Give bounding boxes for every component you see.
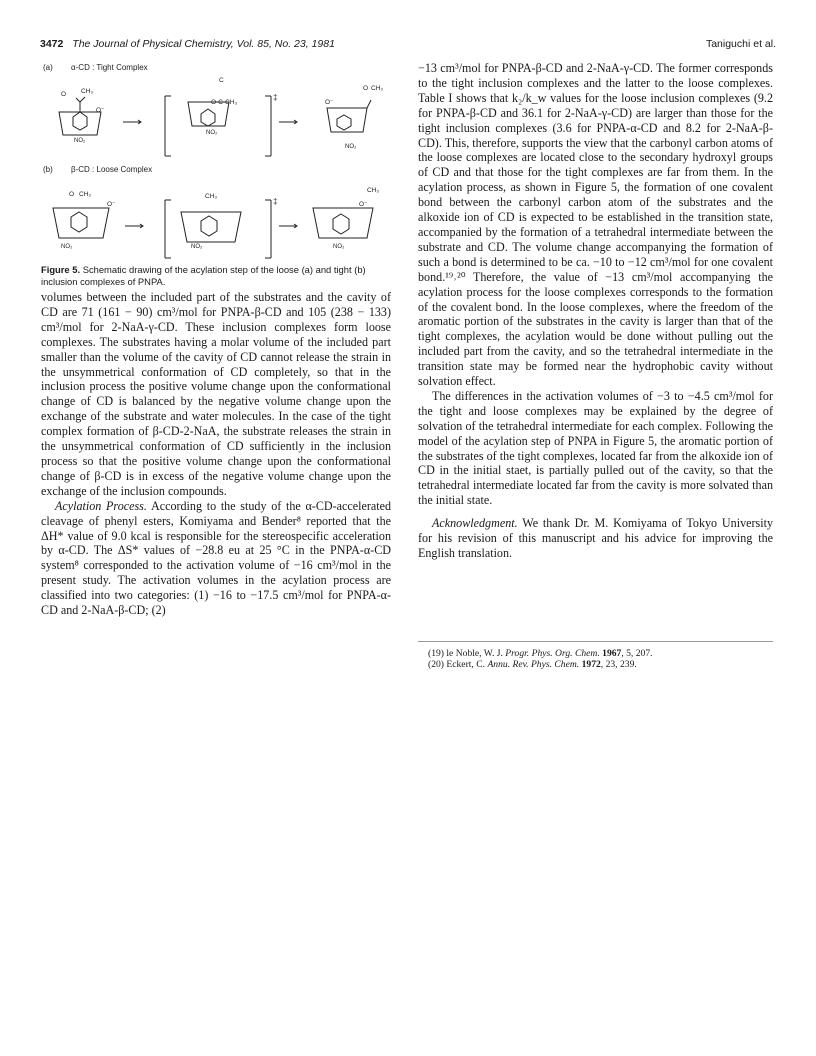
panel-a-product: [327, 100, 371, 132]
svg-text:NO₂: NO₂: [345, 144, 357, 150]
page-number: 3472: [40, 38, 64, 50]
running-header: [40, 38, 776, 52]
reference-20: (20) Eckert, C. Annu. Rev. Phys. Chem. 1972, 23, 239.: [428, 659, 637, 671]
svg-text:O: O: [363, 85, 369, 92]
figure-caption: [41, 264, 391, 287]
panel-a-title: α-CD : Tight Complex: [71, 63, 148, 72]
left-paragraph-1: volumes between the included part of the substrates and the cavity of CD are 71 (161 − 90) cm³/mol for PNPA-β-CD and 105 (238 − 133) cm³/mol for 2-NaA-γ-CD. These inclusion complexes form loose complexes. The substrates having a molar volume of the included part smaller than the volume of the cavity of CD cannot release the strain in the unsymmetrical conformation of CD completely, so that in the inclusion process the positive volume change upon the conformational change of CD is balanced by the negative volume change upon the exchange of the substrate and water molecules. In the case of the tight complex formation of β-CD-2-NaA, the substrate releases the strain in the unsymmetrical conformation of CD sufficiently in the inclusion process so that the positive volume change upon the conformational change of β-CD is in excess of the negative volume change upon the exchange of the inclusion compounds.: [41, 290, 391, 498]
panel-a-initial-complex: [59, 97, 101, 135]
panel-a-label: (a): [43, 63, 53, 72]
svg-text:C: C: [219, 77, 224, 84]
panel-b-label: (b): [43, 165, 53, 174]
right-column: [418, 61, 773, 561]
svg-text:CH₃: CH₃: [79, 191, 92, 198]
references: [418, 641, 773, 671]
svg-text:CH₃: CH₃: [205, 193, 218, 200]
figure-5: [41, 60, 391, 285]
right-paragraph-1: −13 cm³/mol for PNPA-β-CD and 2-NaA-γ-CD. The former corresponds to the tight inclusion complexes and the latter to the loose complexes. Table I shows that k₂/k_w values for the loose inclusion complexes (9.2 for PNPA-β-CD and 36.1 for 2-NaA-γ-CD) are larger than those for the tight inclusion complexes (3.6 for PNPA-α-CD and 8.2 for 2-NaA-β-CD). This, therefore, supports the view that the carbonyl carbon atoms of the loose complexes are located close to the secondary hydroxyl groups of CD and that those for the tight complexes are far from them. In the acylation process, as shown in Figure 5, the formation of one covalent bond between the carbonyl carbon atom of the substrates and the alkoxide ion of CD is expected to be established in the transition state, accompanied by the formation of a tetrahedral intermediate between the substrate and CD. The volume change accompanying the formation of such a bond is determined to be ca. −10 to −12 cm³/mol for one covalent bond.¹⁹˒²⁰ Therefore, the value of −13 cm³/mol accompanying the acylation process for the loose complexes corresponds to the formation of the covalent bond. In the loose complexes, where the freedom of the aromatic portion of the substrates in the cavity is larger than that of the tight complexes, the acylation would be done without pulling out the included part from the cavity, and so the tetrahedral intermediate in the transition state may be formed near the hydrophobic cavity without solvation effect.: [418, 61, 773, 389]
right-paragraph-2: The differences in the activation volumes of −3 to −4.5 cm³/mol for the tight and loose complexes may be explained by the degree of solvation of the tetrahedral intermediate for each complex. Following the model of the acylation step of PNPA in Figure 5, the aromatic portion of the substrates of the tight complexes, located far from the alkoxide ion of CD in the initial staet, is partially pulled out of the cavity, so that the tetrahedral intermediate located far from the cavity is more solvated than the initial state.: [418, 388, 773, 508]
svg-text:O⁻: O⁻: [107, 201, 116, 208]
svg-text:O-C-CH₃: O-C-CH₃: [211, 99, 238, 106]
svg-text:CH₃: CH₃: [81, 88, 94, 95]
left-column: [41, 290, 391, 618]
running-authors: Taniguchi et al.: [705, 38, 776, 50]
svg-text:NO₂: NO₂: [74, 138, 86, 144]
svg-text:NO₂: NO₂: [206, 130, 218, 136]
figure-5-schematic: [41, 60, 391, 260]
svg-text:O⁻: O⁻: [359, 201, 368, 208]
svg-text:CH₃: CH₃: [371, 85, 384, 92]
figure-caption-label: Figure 5.: [41, 264, 81, 275]
acknowledgment-heading: Acknowledgment.: [432, 516, 518, 531]
svg-text:NO₂: NO₂: [191, 244, 203, 250]
reference-19: (19) le Noble, W. J. Progr. Phys. Org. Chem. 1967, 5, 207.: [428, 648, 653, 659]
left-paragraph-2: Acylation Process. According to the study of the α-CD-accelerated cleavage of phenyl esters, Komiyama and Bender⁸ reported that the ΔH* value of 9.0 kcal is responsible for the stereospecific acceleration by α-CD. The ΔS* values of −28.8 eu at 25 °C in the PNPA-α-CD system⁸ corresponded to the activation volume of −16 cm³/mol in the present study. The activation volumes in the acylation process are classified into two categories: (1) −16 to −17.5 cm³/mol for PNPA-α-CD and 2-NaA-β-CD; (2): [41, 498, 392, 618]
svg-text:O⁻: O⁻: [96, 107, 105, 114]
svg-text:‡: ‡: [273, 93, 278, 102]
panel-b-initial-complex: [53, 208, 109, 238]
svg-text:CH₃: CH₃: [367, 187, 380, 194]
panel-b-transition-state: [165, 200, 271, 258]
journal-citation: The Journal of Physical Chemistry, Vol. 85, No. 23, 1981: [72, 38, 335, 50]
figure-caption-text: Schematic drawing of the acylation step of the loose (a) and tight (b) inclusion complexes of PNPA.: [41, 264, 366, 287]
svg-text:O: O: [61, 91, 67, 98]
svg-text:O: O: [69, 191, 75, 198]
panel-b-product: [313, 208, 373, 238]
panel-b-title: β-CD : Loose Complex: [71, 165, 153, 174]
svg-text:‡: ‡: [273, 197, 278, 206]
svg-text:NO₂: NO₂: [61, 244, 73, 250]
acknowledgment-paragraph: Acknowledgment. We thank Dr. M. Komiyama of Tokyo University for his revision of this manuscript and his advice for improving the English translation.: [418, 516, 773, 560]
acylation-heading: Acylation Process.: [55, 498, 147, 513]
svg-text:O⁻: O⁻: [325, 99, 334, 106]
svg-text:NO₂: NO₂: [333, 244, 345, 250]
